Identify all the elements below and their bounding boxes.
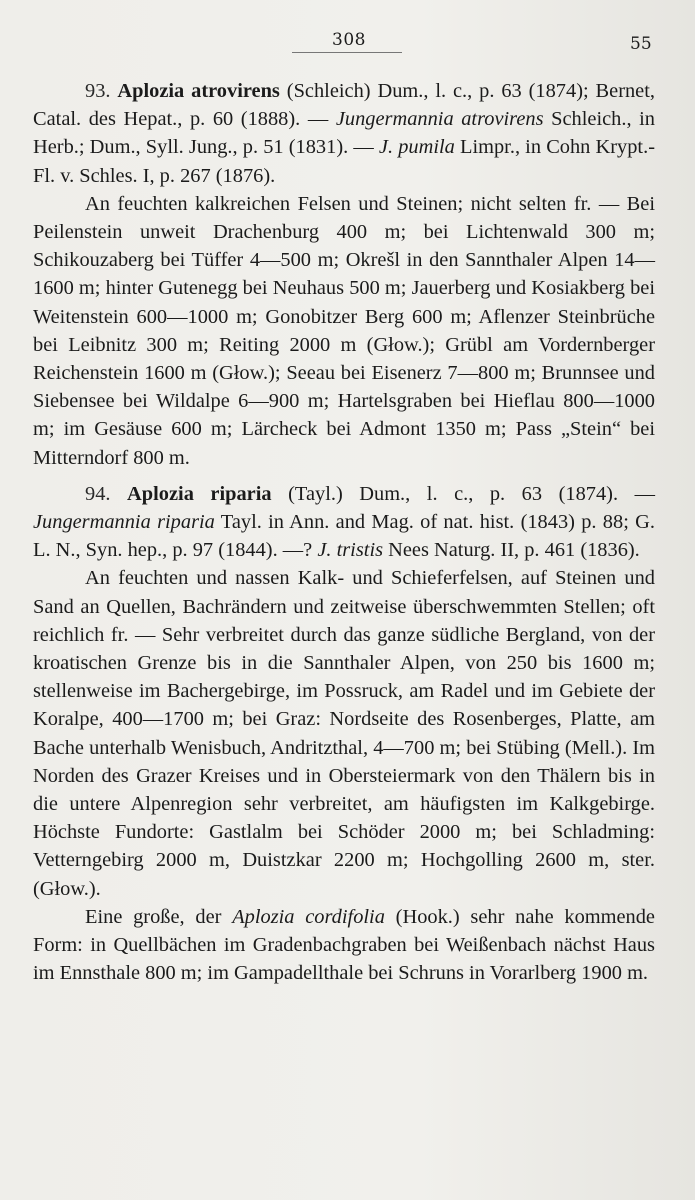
entry-93-ref3: Limpr., in Cohn Krypt.-Fl. v. Schles. I, p. 267 (1876).: [33, 136, 655, 187]
entry-94-ref1: (Tayl.) Dum., l. c., p. 63 (1874). —: [288, 482, 655, 505]
entry-94-note-after: (Hook.) sehr nahe kommende Form: in Quellbächen im Gradenbachgraben bei Weißenbach nächst Haus im Ennsthale 800 m; im Gampadellthale bei Schruns in Vorarlberg 1900 m.: [33, 905, 655, 985]
entry-94-note-before: Eine große, der: [85, 905, 222, 928]
header-rule: [292, 52, 402, 53]
entry-93-ref2: Schleich., in Herb.; Dum., Syll. Jung., p. 51 (1831). —: [33, 108, 655, 159]
page-header: [0, 30, 695, 60]
entry-93-ref1: (Schleich) Dum., l. c., p. 63 (1874); Bernet, Catal. des Hepat., p. 60 (1888). —: [33, 80, 655, 131]
entry-93-habitat: An feuchten kalkreichen Felsen und Steinen; nicht selten fr. — Bei Peilenstein unweit Drachenburg 400 m; bei Lichtenwald 300 m; Schikouzaberg bei Tüffer 4—500 m; Okrešl in den Sannthaler Alpen 14—1600 m; hinter Gutenegg bei Neuhaus 500 m; Jauerberg und Kosiakberg bei Weitenstein 600—1000 m; Gonobitzer Berg 600 m; Aflenzer Steinbrüche bei Leibnitz 300 m; Reiting 2000 m (Głow.); Grübl am Vordernberger Reichenstein 1600 m (Głow.); Seeau bei Eisenerz 7—800 m; Brunnsee und Siebensee bei Wildalpe 6—900 m; Hartelsgraben bei Hieflau 800—1000 m; im Gesäuse 600 m; Lärcheck bei Admont 1350 m; Pass „Stein“ bei Mitterndorf 800 m.: [33, 192, 655, 469]
entry-94-number: 94.: [85, 482, 111, 505]
entry-94-note: [33, 903, 655, 988]
entry-93-number: 93.: [85, 80, 111, 102]
entry-93-citation: [33, 77, 655, 190]
entry-94-name: Aplozia riparia: [127, 482, 272, 505]
entry-94-ref2: Tayl. in Ann. and Mag. of nat. hist. (1843) p. 88; G. L. N., Syn. hep., p. 97 (1844). —?: [33, 511, 655, 562]
entry-94-habitat: An feuchten und nassen Kalk- und Schieferfelsen, auf Steinen und Sand an Quellen, Bachrändern und zeitweise überschwemmten Stellen; oft reichlich fr. — Sehr verbreitet durch das ganze südliche Bergland, von der kroatischen Grenze bis in die Sannthaler Alpen, von 250 bis 1600 m; stellenweise im Bachergebirge, im Possruck, am Radel und im Gebiete der Koralpe, 400—1700 m; bei Graz: Nordseite des Rosenberges, Platte, am Bache unterhalb Wenisbuch, Andritzthal, 4—700 m; bei Stübing (Mell.). Im Norden des Grazer Kreises und in Obersteiermark von den Thälern bis in die untere Alpenregion sehr verbreitet, am häufigsten im Kalkgebirge. Höchste Fundorte: Gastlalm bei Schöder 2000 m; bei Schladming: Vetterngebirg 2000 m, Duistzkar 2200 m; Hochgolling 2600 m, ster. (Głow.).: [33, 567, 655, 900]
entry-93-synonym-2: J. pumila: [378, 136, 455, 159]
entry-94-citation: [33, 480, 655, 565]
page-body: [33, 77, 655, 988]
entry-93-name: Aplozia atrovirens: [117, 80, 280, 102]
entry-94-note-species: Aplozia cordifolia: [232, 905, 385, 928]
secondary-page-number: 55: [630, 34, 652, 54]
entry-94-synonym-1: Jungermannia riparia: [33, 511, 215, 534]
entry-93-synonym-1: Jungermannia atrovirens: [335, 108, 544, 131]
entry-separator: [33, 472, 655, 480]
page-number: 308: [332, 30, 366, 50]
entry-94-ref3: Nees Naturg. II, p. 461 (1836).: [388, 539, 640, 562]
entry-94-synonym-2: J. tristis: [317, 539, 384, 562]
